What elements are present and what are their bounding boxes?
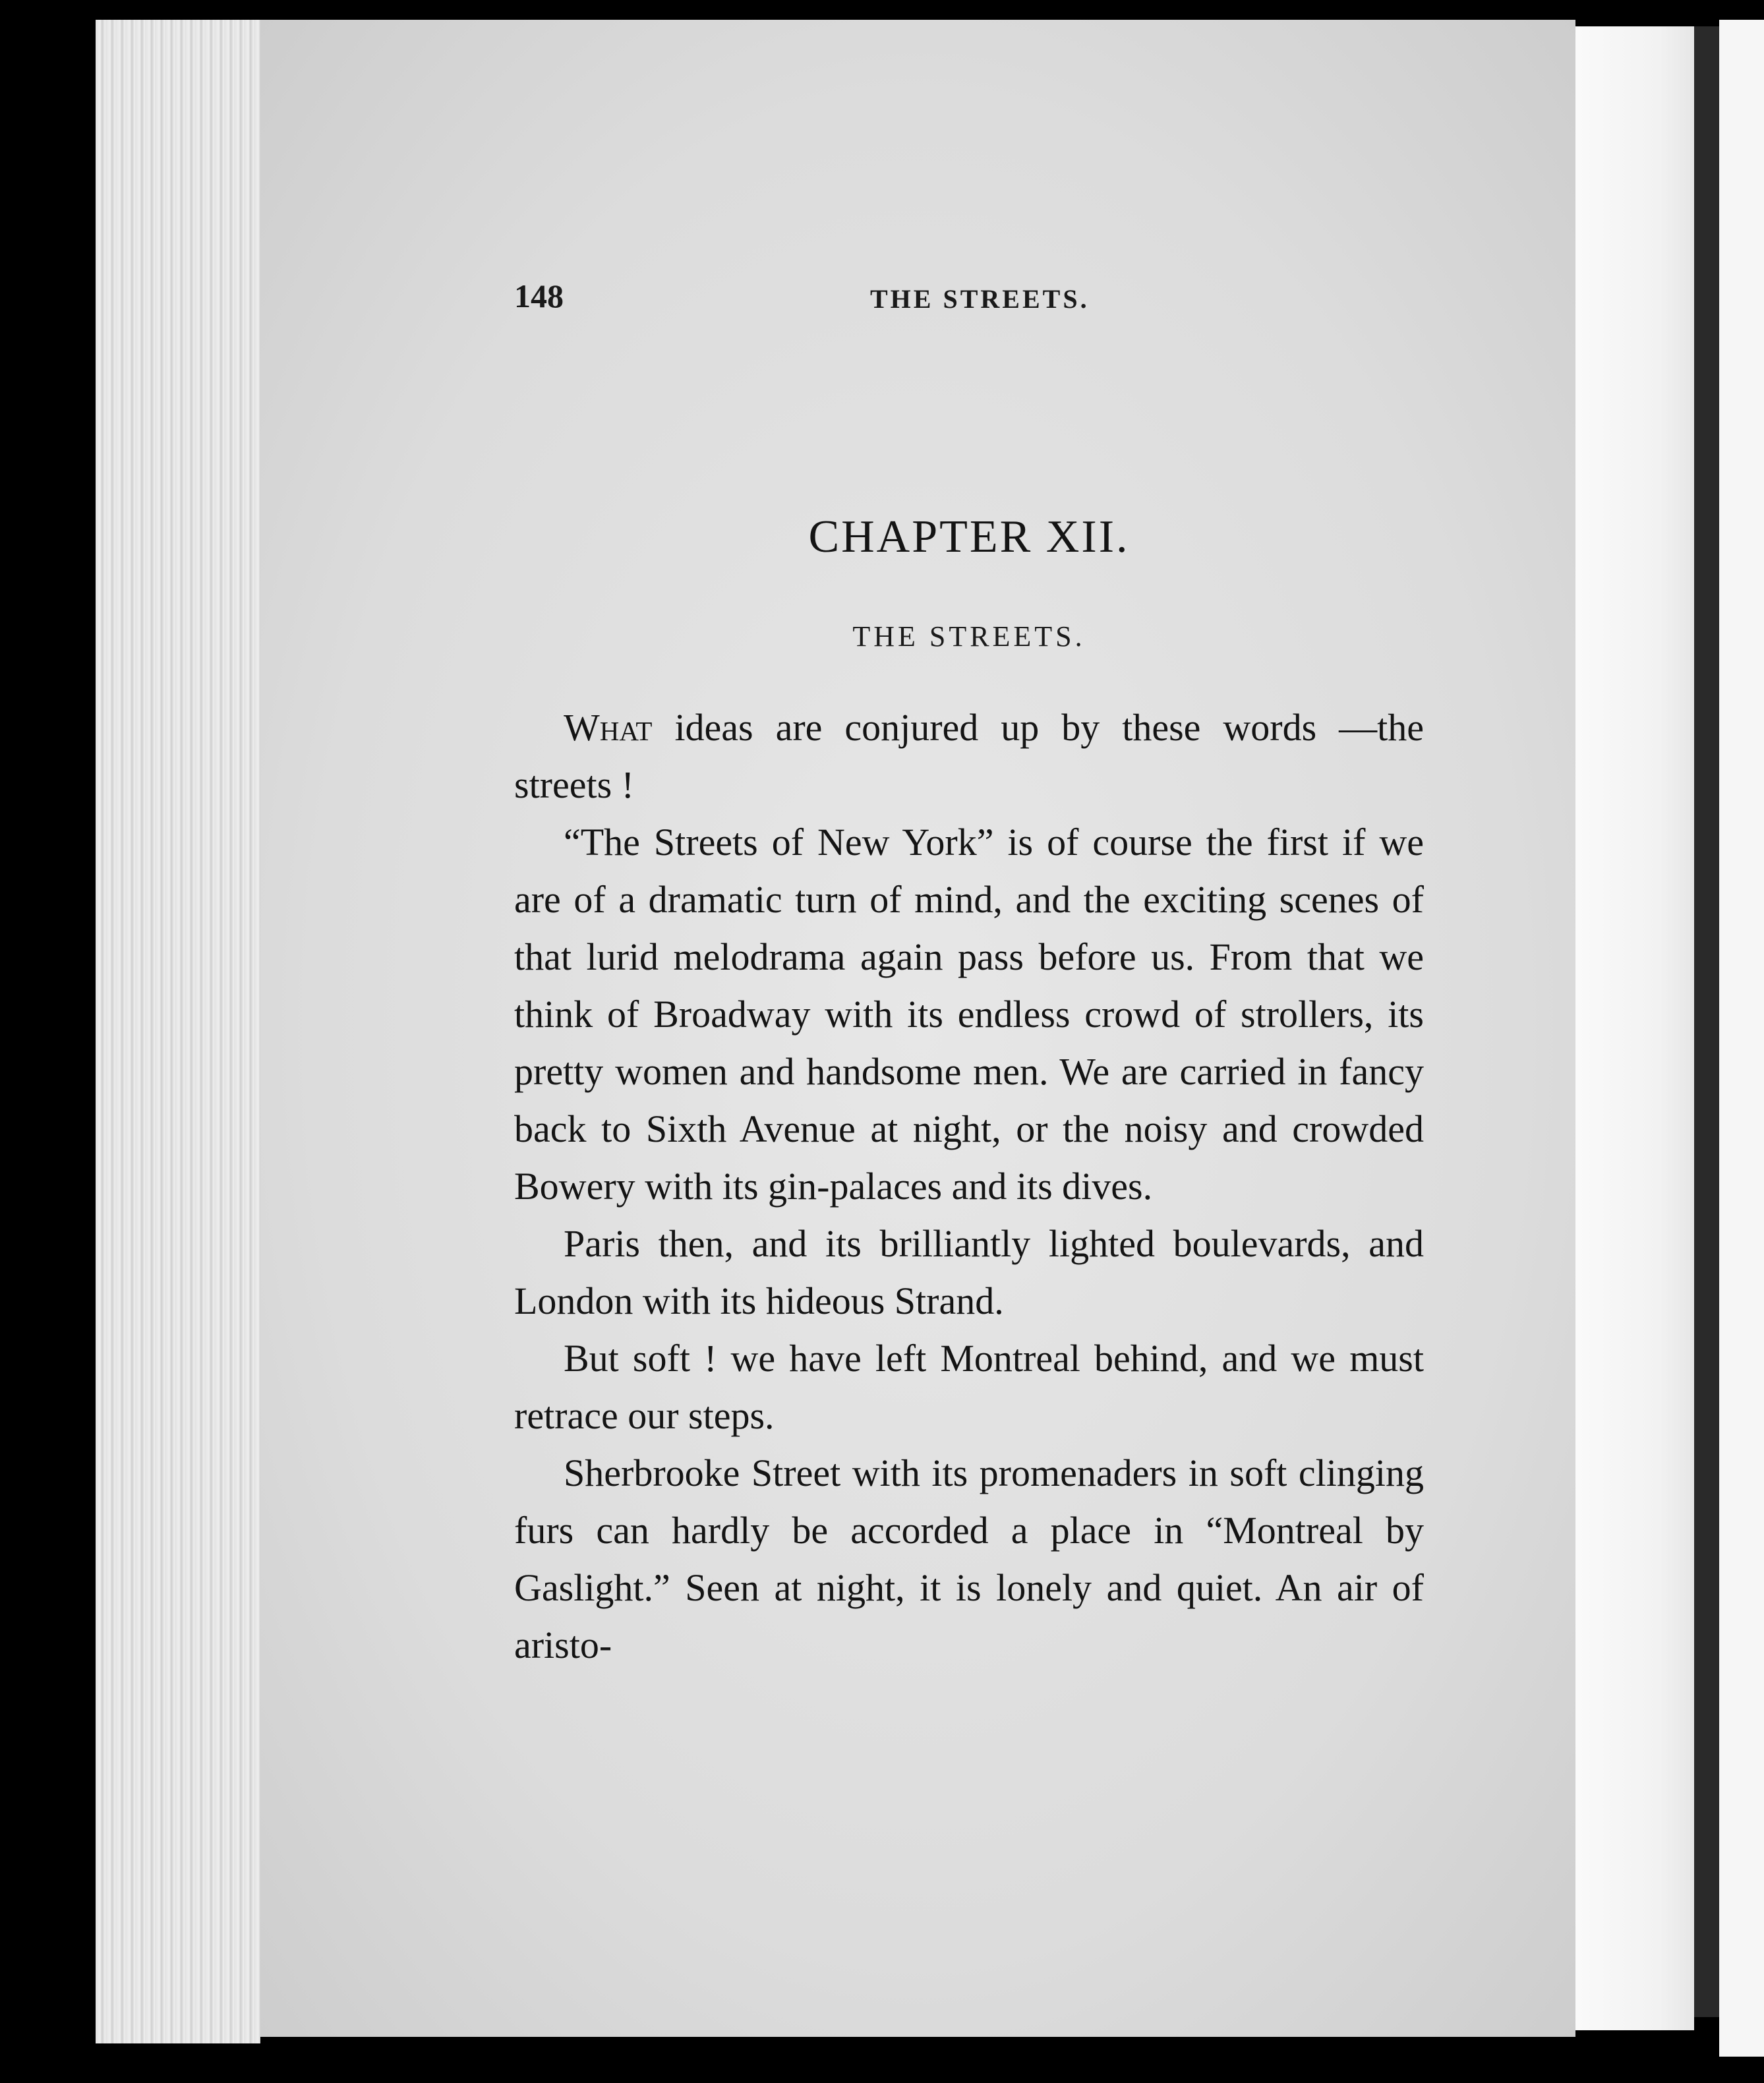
- paragraph: [514, 1215, 1424, 1330]
- running-title: THE STREETS.: [870, 284, 1090, 314]
- page-number: 148: [514, 278, 564, 314]
- paragraph-text: “The Streets of New York” is of course the first if we are of a dramatic turn of mind, and the exciting scenes of that lurid melodrama again pass before us. From that we think of Broadway with its endless crowd of strollers, its pretty women and handsome men. We are carried in fancy back to Sixth Avenue at night, or the noisy and crowded Bowery with its gin-palaces and its dives.: [514, 821, 1424, 1208]
- paragraph-lead-word: What: [564, 706, 653, 749]
- page-stack-edge: [96, 20, 260, 2043]
- body-text: [514, 699, 1424, 1674]
- paragraph-text: Sherbrooke Street with its promenaders in soft clinging furs can hardly be accorded a place in “Montreal by Gaslight.” Seen at night, it is lonely and quiet. An air of aristo-: [514, 1452, 1424, 1666]
- book-cover-right: [1719, 20, 1764, 2057]
- page-right-margin: [1575, 26, 1694, 2030]
- paragraph: [514, 813, 1424, 1215]
- paragraph: [514, 699, 1424, 813]
- paragraph-text: ideas are conjured up by these words —the streets !: [514, 706, 1424, 806]
- chapter-subtitle: THE STREETS.: [852, 620, 1086, 653]
- running-head: [514, 277, 1424, 336]
- paragraph: [514, 1444, 1424, 1674]
- paragraph-text: Paris then, and its brilliantly lighted boulevards, and London with its hideous Strand.: [514, 1222, 1424, 1322]
- chapter-title: CHAPTER XII.: [808, 512, 1130, 562]
- paragraph-text: But soft ! we have left Montreal behind, and we must retrace our steps.: [514, 1337, 1424, 1437]
- book-cover-edge: [1694, 26, 1719, 2017]
- paragraph: [514, 1330, 1424, 1444]
